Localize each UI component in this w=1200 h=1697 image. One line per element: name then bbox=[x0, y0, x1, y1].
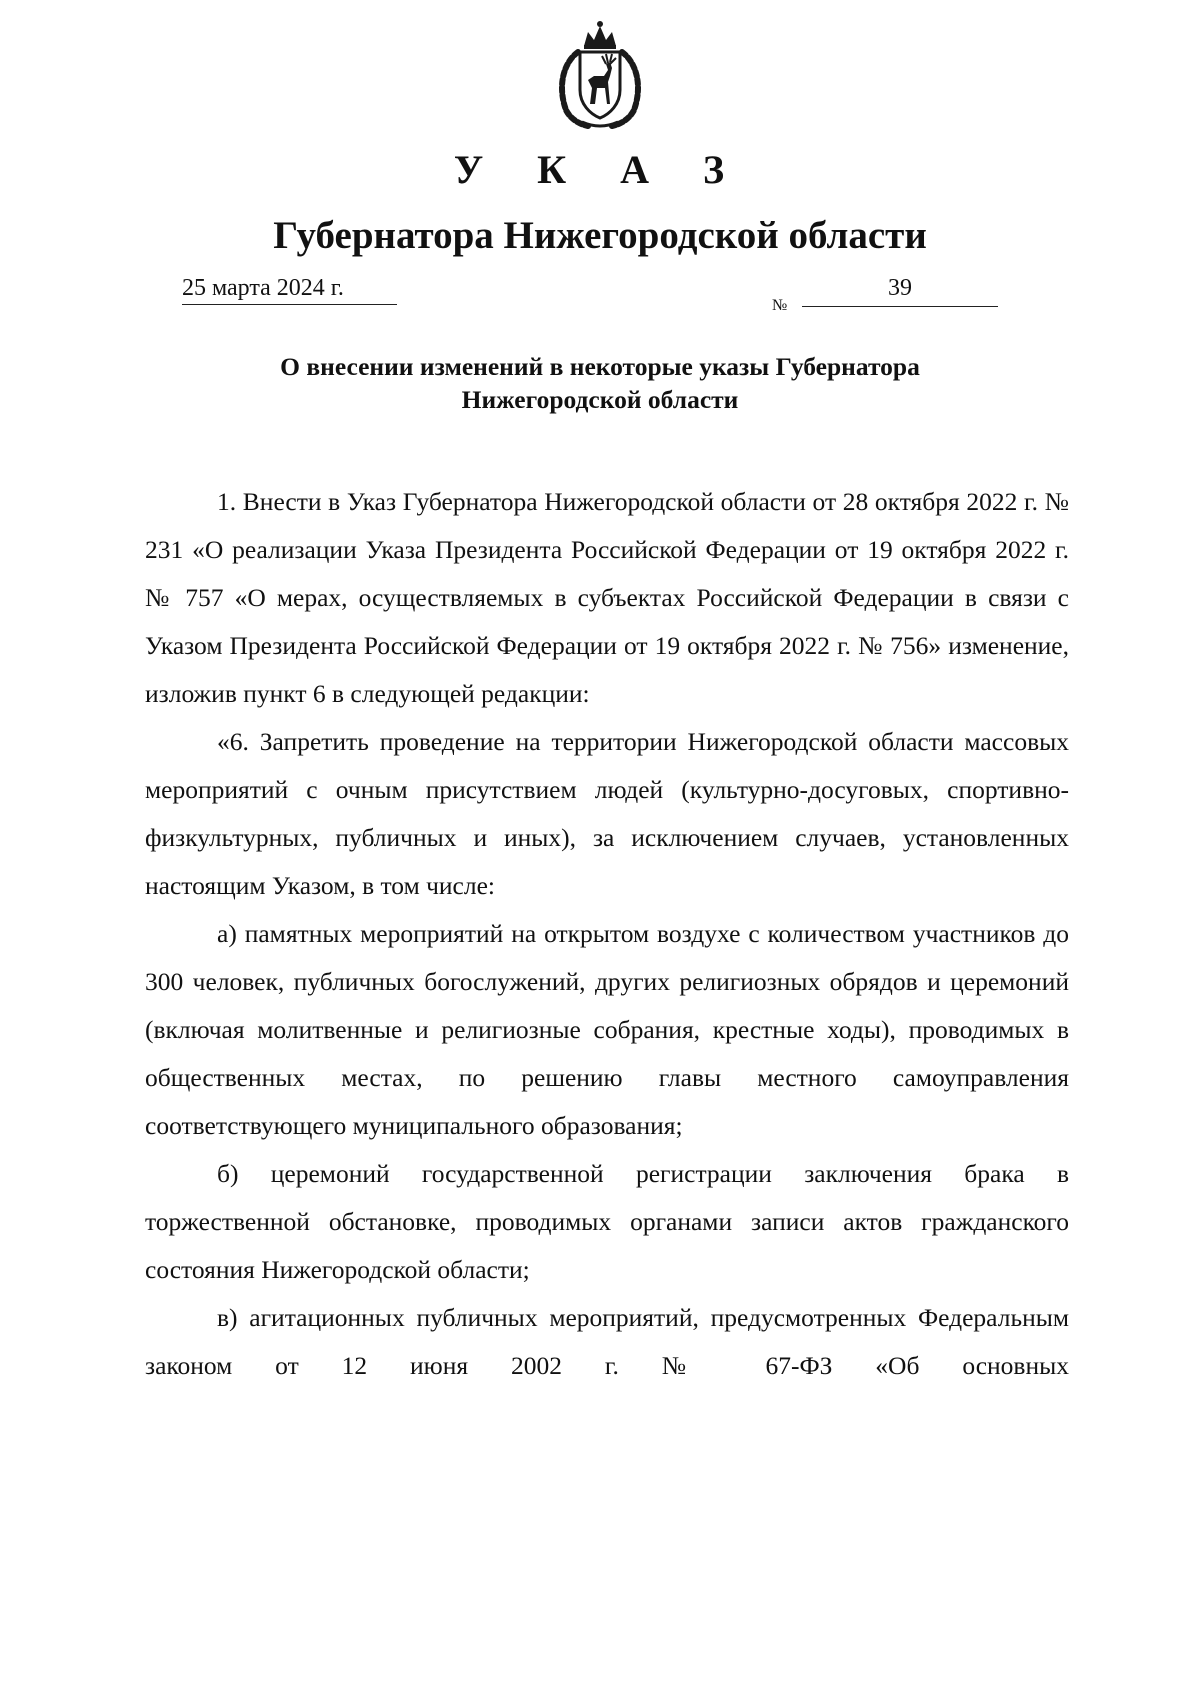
paragraph-2: «6. Запретить проведение на территории Нижегородской области массовых мероприятий с очным присутствием людей (культурно-досуговых, спортивно-физкультурных, публичных и иных), за исключением случаев, установленных настоящим Указом, в том числе: bbox=[145, 727, 1069, 900]
paragraph-4: б) церемоний государственной регистрации заключения брака в торжественной обстановке, проводимых органами записи актов гражданского состояния Нижегородской области; bbox=[145, 1159, 1069, 1284]
document-date: 25 марта 2024 г. bbox=[182, 276, 397, 305]
paragraph-1: 1. Внести в Указ Губернатора Нижегородской области от 28 октября 2022 г. № 231 «О реализации Указа Президента Российской Федерации от 19 октября 2022 г. № 757 «О мерах, осуществляемых в субъектах Российской Федерации в связи с Указом Президента Российской Федерации от 19 октября 2022 г. № 756» изменение, изложив пункт 6 в следующей редакции: bbox=[145, 487, 1069, 708]
paragraph-5: в) агитационных публичных мероприятий, предусмотренных Федеральным законом от 12 июня 2002 г. № 67-ФЗ «Об основных bbox=[145, 1303, 1069, 1380]
document-number: 39 bbox=[802, 276, 998, 307]
paragraph-3: а) памятных мероприятий на открытом воздухе с количеством участников до 300 человек, публичных богослужений, других религиозных обрядов и церемоний (включая молитвенные и религиозные собрания, крестные ходы), проводимых в общественных местах, по решению главы местного самоуправления соответствующего муниципального образования; bbox=[145, 919, 1069, 1140]
document-body bbox=[145, 478, 1069, 1390]
heading-line-2: Нижегородской области bbox=[461, 385, 739, 414]
heading-line-1: О внесении изменений в некоторые указы Губернатора bbox=[280, 352, 920, 381]
coat-of-arms-icon bbox=[544, 18, 656, 130]
issuer-subtitle: Губернатора Нижегородской области bbox=[273, 214, 927, 257]
document-type-title: У К А З bbox=[453, 147, 747, 192]
document-heading bbox=[200, 350, 1000, 416]
number-sign: № bbox=[772, 297, 788, 314]
